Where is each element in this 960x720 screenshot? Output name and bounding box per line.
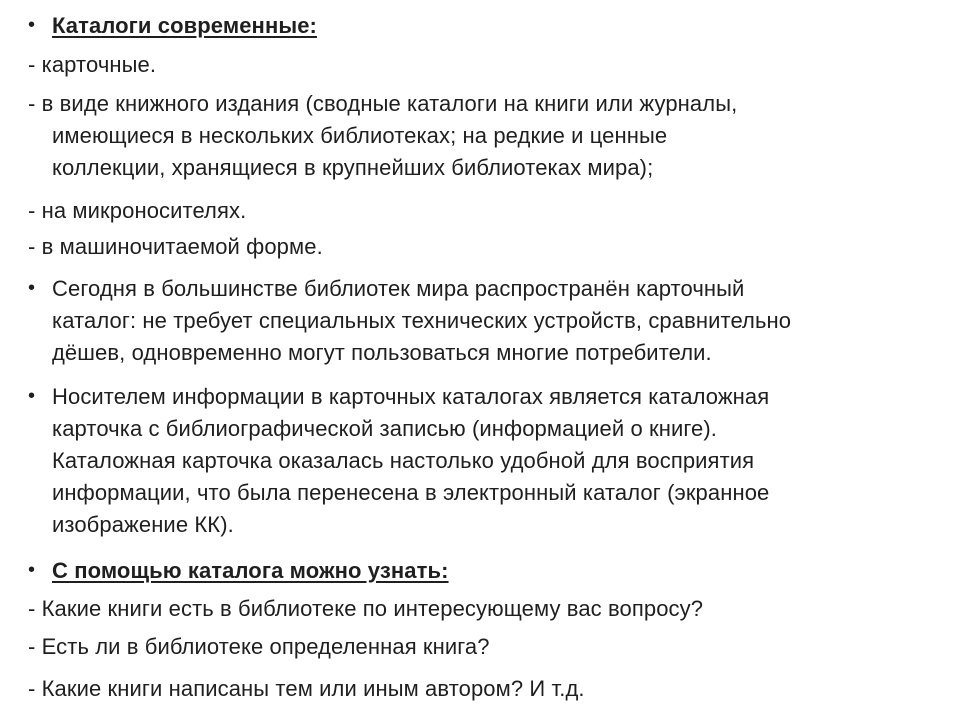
- dash-item-question-1: [28, 593, 928, 625]
- dash-item-machine-readable: [28, 231, 928, 263]
- dash-item-card: [28, 49, 928, 81]
- text-line: коллекции, хранящиеся в крупнейших библиотеках мира);: [52, 155, 654, 180]
- text-line: - Какие книги написаны тем или иным автором? И т.д.: [28, 676, 585, 701]
- dash-item-card-text: - карточные.: [28, 52, 157, 77]
- text-line: • Носителем информации в карточных каталогах является каталожная: [52, 384, 770, 409]
- text-line: информации, что была перенесена в электронный каталог (экранное: [52, 480, 770, 505]
- bullet-card-carrier: [28, 381, 928, 541]
- dash-item-microforms: [28, 195, 928, 227]
- dash-item-book-edition: [28, 88, 928, 184]
- text-line: Каталожная карточка оказалась настолько удобной для восприятия: [52, 448, 755, 473]
- bullet-heading-can-find: [28, 555, 928, 587]
- text-line: каталог: не требует специальных технических устройств, сравнительно: [52, 308, 792, 333]
- text-line: дёшев, одновременно могут пользоваться многие потребители.: [52, 340, 712, 365]
- text-line: • Сегодня в большинстве библиотек мира распространён карточный: [52, 276, 745, 301]
- bullet-heading-modern-catalogs: [28, 10, 928, 42]
- heading-can-find: • С помощью каталога можно узнать:: [52, 558, 449, 583]
- text-line: - в виде книжного издания (сводные каталоги на книги или журналы,: [28, 91, 738, 116]
- text-line: изображение КК).: [52, 512, 234, 537]
- bullet-card-catalog-common: [28, 273, 928, 369]
- text-line: карточка с библиографической записью (информацией о книге).: [52, 416, 718, 441]
- dash-item-question-3: [28, 673, 928, 705]
- text-line: имеющиеся в нескольких библиотеках; на редкие и ценные: [52, 123, 668, 148]
- dash-item-question-2: [28, 631, 928, 663]
- text-line: - в машиночитаемой форме.: [28, 234, 323, 259]
- text-line: - на микроносителях.: [28, 198, 247, 223]
- text-line: - Есть ли в библиотеке определенная книга?: [28, 634, 490, 659]
- text-line: - Какие книги есть в библиотеке по интересующему вас вопросу?: [28, 596, 704, 621]
- heading-modern-catalogs: • Каталоги современные:: [52, 13, 317, 38]
